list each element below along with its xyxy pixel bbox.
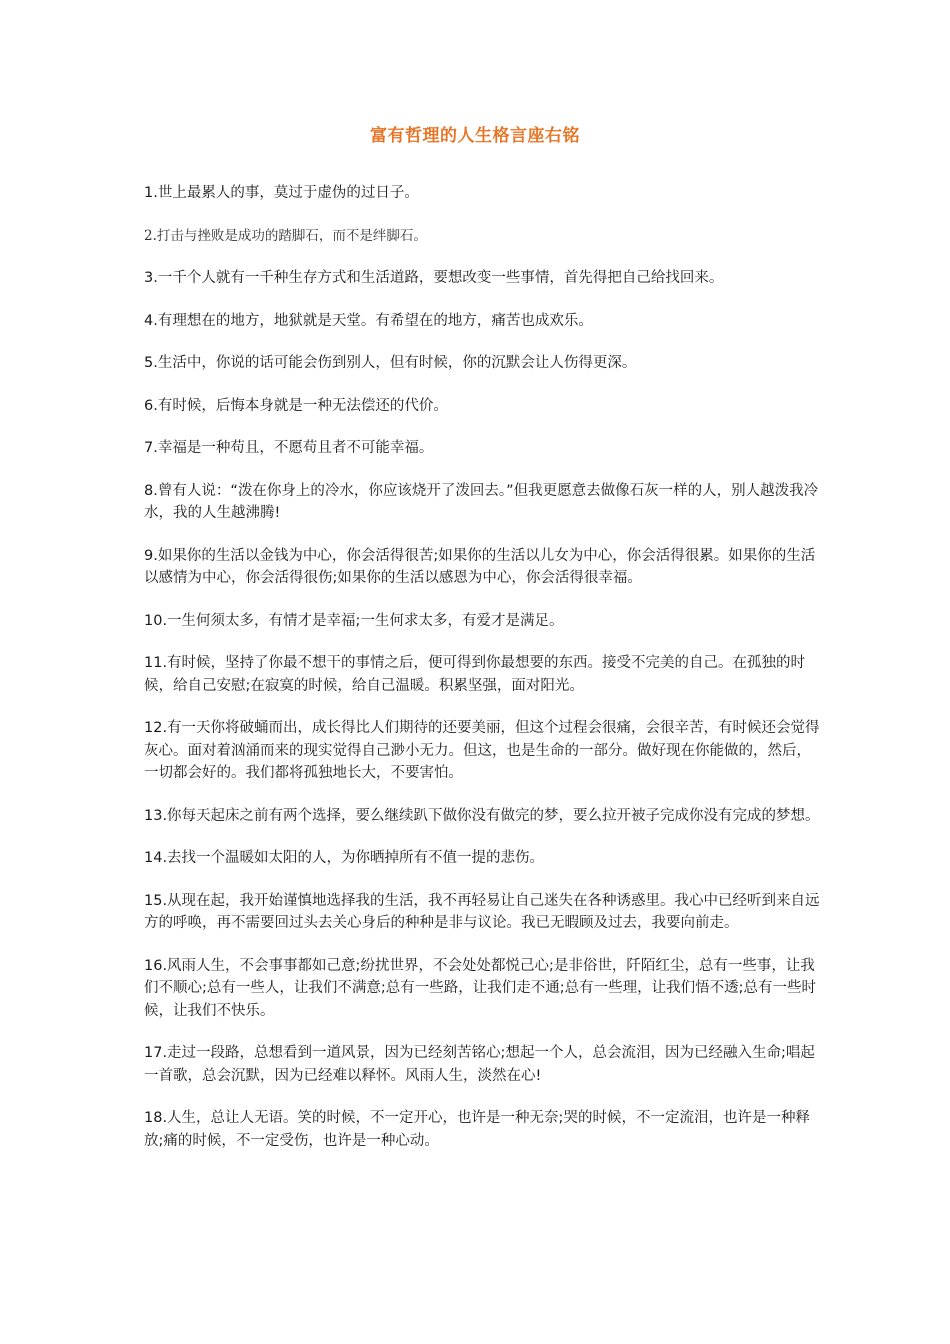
quote-item-12: 12.有一天你将破蛹而出，成长得比人们期待的还要美丽，但这个过程会很痛，会很辛苦，有时候还会觉得灰心。面对着汹涌而来的现实觉得自己渺小无力。但这，也是生命的一部分。做好现在你能做的，然后，一切都会好的。我们都将孤独地长大，不要害怕。: [144, 720, 820, 781]
document-title: 富有哲理的人生格言座右铭: [370, 126, 580, 146]
quote-list: [144, 182, 824, 1172]
quote-item-11: 11.有时候，坚持了你最不想干的事情之后，便可得到你最想要的东西。接受不完美的自己。在孤独的时候，给自己安慰;在寂寞的时候，给自己温暖。积累坚强，面对阳光。: [144, 655, 806, 694]
quote-item-9: 9.如果你的生活以金钱为中心，你会活得很苦;如果你的生活以儿女为中心，你会活得很累。如果你的生活以感情为中心，你会活得很伤;如果你的生活以感恩为中心，你会活得很幸福。: [144, 547, 816, 586]
quote-item-14: 14.去找一个温暖如太阳的人，为你晒掉所有不值一提的悲伤。: [144, 850, 545, 866]
quote-item-15: 15.从现在起，我开始谨慎地选择我的生活，我不再轻易让自己迷失在各种诱惑里。我心中已经听到来自远方的呼唤，再不需要回过头去关心身后的种种是非与议论。我已无暇顾及过去，我要向前走。: [144, 892, 820, 931]
quote-item-17: 17.走过一段路，总想看到一道风景，因为已经刻苦铭心;想起一个人，总会流泪，因为已经融入生命;唱起一首歌，总会沉默，因为已经难以释怀。风雨人生，淡然在心!: [144, 1045, 815, 1084]
quote-item-8: 8.曾有人说：“泼在你身上的冷水，你应该烧开了泼回去。”但我更愿意去做像石灰一样的人，别人越泼我冷水，我的人生越沸腾!: [144, 482, 819, 521]
quote-item-2: 2.打击与挫败是成功的踏脚石，而不是绊脚石。: [144, 227, 427, 244]
quote-item-10: 10.一生何须太多，有情才是幸福;一生何求太多，有爱才是满足。: [144, 612, 564, 629]
quote-item-1: 1.世上最累人的事，莫过于虚伪的过日子。: [144, 185, 419, 201]
quote-item-13: 13.你每天起床之前有两个选择，要么继续趴下做你没有做完的梦，要么拉开被子完成你没有完成的梦想。: [144, 807, 820, 824]
quote-item-7: 7.幸福是一种苟且，不愿苟且者不可能幸福。: [144, 440, 434, 456]
quote-item-6: 6.有时候，后悔本身就是一种无法偿还的代价。: [144, 397, 448, 414]
quote-item-4: 4.有理想在的地方，地狱就是天堂。有希望在的地方，痛苦也成欢乐。: [144, 312, 593, 329]
quote-item-5: 5.生活中，你说的话可能会伤到别人，但有时候，你的沉默会让人伤得更深。: [144, 355, 637, 371]
quote-item-16: 16.风雨人生，不会事事都如己意;纷扰世界，不会处处都悦己心;是非俗世，阡陌红尘，总有一些事，让我们不顺心;总有一些人，让我们不满意;总有一些路，让我们走不通;总有一些理，让我们悟不透;总有一些时候，让我们不快乐。: [144, 957, 817, 1019]
quote-item-18: 18.人生，总让人无语。笑的时候，不一定开心，也许是一种无奈;哭的时候，不一定流泪，也许是一种释放;痛的时候，不一定受伤，也许是一种心动。: [144, 1110, 810, 1149]
quote-item-3: 3.一千个人就有一千种生存方式和生活道路，要想改变一些事情，首先得把自己给找回来。: [144, 270, 724, 286]
